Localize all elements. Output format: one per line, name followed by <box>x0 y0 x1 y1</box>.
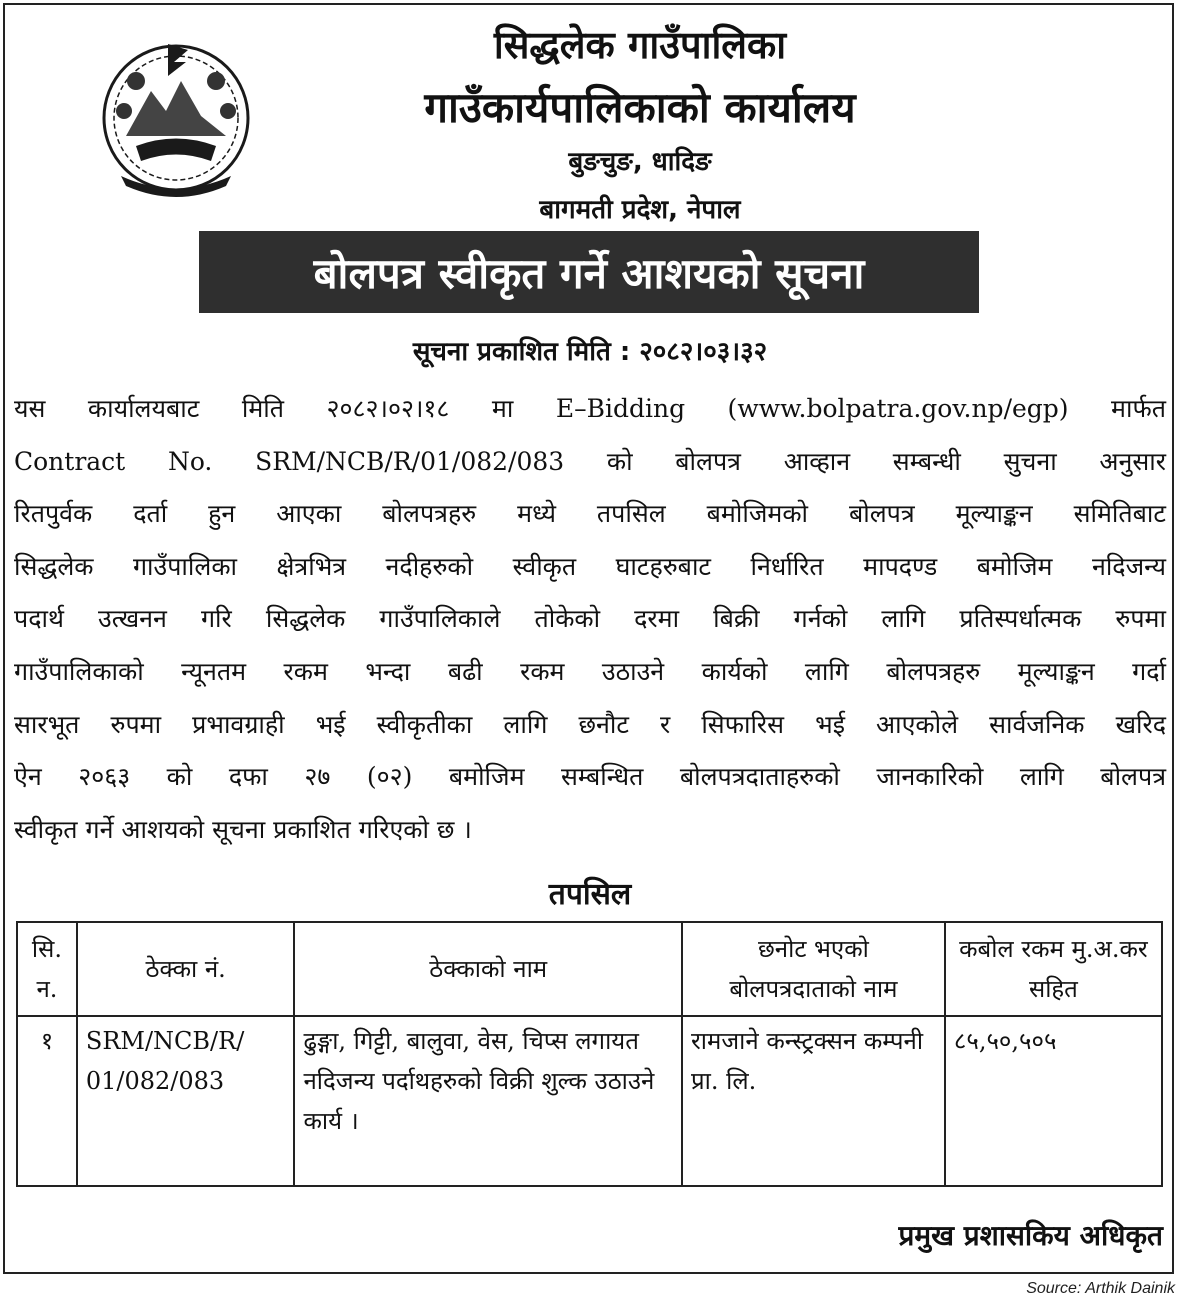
cell-serial: १ <box>17 1016 77 1186</box>
cell-bid-amount: ८५,५०,५०५ <box>945 1016 1162 1186</box>
office-province: बागमती प्रदेश, नेपाल <box>539 195 741 225</box>
notice-body <box>14 383 1166 856</box>
body-line: गाउँपालिकाको न्यूनतम रकम भन्दा बढी रकम उठाउने कार्यको लागि बोलपत्रहरु मूल्याङ्कन गर्दा <box>14 656 1166 686</box>
body-line: Contract No. SRM/NCB/R/01/082/083 को बोलपत्र आव्हान सम्बन्धी सुचना अनुसार <box>14 446 1166 476</box>
cell-contract-name: ढुङ्गा, गिट्टी, बालुवा, वेस, चिप्स लगायत नदिजन्य पर्दाथहरुको विक्री शुल्क उठाउने कार्य । <box>294 1016 681 1186</box>
header-contract-no: ठेक्का नं. <box>77 922 295 1016</box>
body-line: रितपुर्वक दर्ता हुन आएका बोलपत्रहरु मध्ये तपसिल बमोजिमको बोलपत्र मूल्याङ्कन समितिबाट <box>14 499 1166 529</box>
header-bidder-name: छनोट भएको बोलपत्रदाताको नाम <box>682 922 945 1016</box>
nepal-government-emblem-icon <box>96 36 256 201</box>
header-contract-name: ठेक्काको नाम <box>294 922 681 1016</box>
body-line: सारभूत रुपमा प्रभावग्राही भई स्वीकृतीका लागि छनौट र सिफारिस भई आएकोले सार्वजनिक खरिद <box>14 709 1166 739</box>
table-header-row <box>17 922 1162 1016</box>
office-address: बुङचुङ, धादिङ <box>568 147 712 177</box>
tapasil-heading: तपसिल <box>548 877 632 912</box>
body-line: यस कार्यालयबाट मिति २०८२।०२।१८ मा E–Bidding (www.bolpatra.gov.np/egp) मार्फत <box>14 394 1166 423</box>
body-line: ऐन २०६३ को दफा २७ (०२) बमोजिम सम्बन्धित बोलपत्रदाताहरुको जानकारिको लागि बोलपत्र <box>14 762 1166 792</box>
body-line: स्वीकृत गर्ने आशयको सूचना प्रकाशित गरिएको छ । <box>14 814 472 844</box>
header-serial: सि. न. <box>17 922 77 1016</box>
header-bid-amount: कबोल रकम मु.अ.कर सहित <box>945 922 1162 1016</box>
publish-date: सूचना प्रकाशित मिति : २०८२।०३।३२ <box>412 337 768 367</box>
body-line: सिद्धलेक गाउँपालिका क्षेत्रभित्र नदीहरुको स्वीकृत घाटहरुबाट निर्धारित मापदण्ड बमोजिम नदिजन्य <box>14 551 1166 581</box>
signer-title: प्रमुख प्रशासकिय अधिकृत <box>898 1219 1163 1252</box>
office-name: गाउँकार्यपालिकाको कार्यालय <box>424 83 856 132</box>
body-line: पदार्थ उत्खनन गरि सिद्धलेक गाउँपालिकाले तोकेको दरमा बिक्री गर्नको लागि प्रतिस्पर्धात्मक रुपमा <box>14 604 1166 634</box>
table-row <box>17 1016 1162 1186</box>
cell-contract-no: SRM/NCB/R/ 01/082/083 <box>77 1016 295 1186</box>
notice-title: बोलपत्र स्वीकृत गर्ने आशयको सूचना <box>199 231 979 313</box>
municipality-name: सिद्धलेक गाउँपालिका <box>493 23 787 67</box>
cell-bidder-name: रामजाने कन्स्ट्रक्सन कम्पनी प्रा. लि. <box>682 1016 945 1186</box>
contract-table <box>16 921 1163 1187</box>
source-credit: Source: Arthik Dainik <box>1026 1280 1175 1297</box>
